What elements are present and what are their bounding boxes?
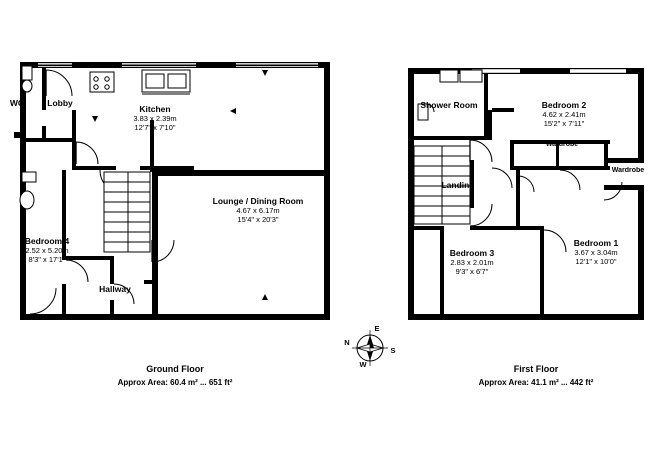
ground-floor-area: Approx Area: 60.4 m² ... 651 ft² (117, 378, 233, 387)
room-label-wardrobe-1: Wardrobe (545, 141, 579, 148)
room-label-bedroom-1 (536, 238, 650, 266)
room-label-lounge-dining (188, 196, 328, 224)
room-label-bedroom-2 (504, 100, 624, 128)
compass-label-south: S (390, 346, 396, 355)
lounge-dim-imperial: 15'4" x 20'3" (237, 215, 279, 224)
kitchen-dim-imperial: 12'7" x 7'10" (134, 123, 176, 132)
room-label-landing: Landing (441, 180, 475, 190)
kitchen-name: Kitchen (139, 104, 171, 114)
first-floor-title: First Floor (513, 364, 559, 374)
room-label-wc: WC (9, 98, 25, 108)
room-label-kitchen (110, 104, 200, 132)
lounge-name: Lounge / Dining Room (212, 196, 304, 206)
room-label-bedroom-3 (412, 248, 532, 276)
bedroom3-dim-metric: 2.83 x 2.01m (450, 258, 494, 267)
bedroom4-name: Bedroom 4 (24, 236, 70, 246)
bedroom4-dim-metric: 2.52 x 5.20m (25, 246, 69, 255)
bedroom2-dim-imperial: 15'2" x 7'11" (543, 119, 585, 128)
room-label-wardrobe-2: Wardrobe (611, 167, 645, 174)
bedroom1-dim-metric: 3.67 x 3.04m (574, 248, 618, 257)
compass-label-east: E (374, 324, 380, 333)
room-label-lobby: Lobby (47, 98, 73, 108)
lounge-dim-metric: 4.67 x 6.17m (236, 206, 280, 215)
bedroom1-name: Bedroom 1 (573, 238, 619, 248)
bedroom4-dim-imperial: 8'3" x 17'1" (28, 255, 66, 264)
room-label-shower-room: Shower Room (420, 100, 478, 110)
first-floor-plan (402, 68, 650, 320)
bedroom2-name: Bedroom 2 (541, 100, 587, 110)
kitchen-dim-metric: 3.83 x 2.39m (133, 114, 177, 123)
compass-label-north: N (344, 338, 350, 347)
bedroom2-dim-metric: 4.62 x 2.41m (542, 110, 586, 119)
ground-floor-plan (0, 62, 330, 320)
bedroom3-dim-imperial: 9'3" x 6'7" (455, 267, 489, 276)
ground-floor-stairs (104, 172, 150, 252)
kitchen-fittings (90, 70, 190, 94)
ground-floor-title: Ground Floor (146, 364, 204, 374)
bedroom1-dim-imperial: 12'1" x 10'0" (575, 257, 617, 266)
first-floor-doors (470, 140, 622, 252)
bedroom3-name: Bedroom 3 (449, 248, 495, 258)
compass-label-west: W (359, 360, 367, 369)
first-floor-area: Approx Area: 41.1 m² ... 442 ft² (478, 378, 594, 387)
room-label-hallway: Hallway (99, 284, 131, 294)
room-label-bedroom-4 (2, 236, 92, 264)
